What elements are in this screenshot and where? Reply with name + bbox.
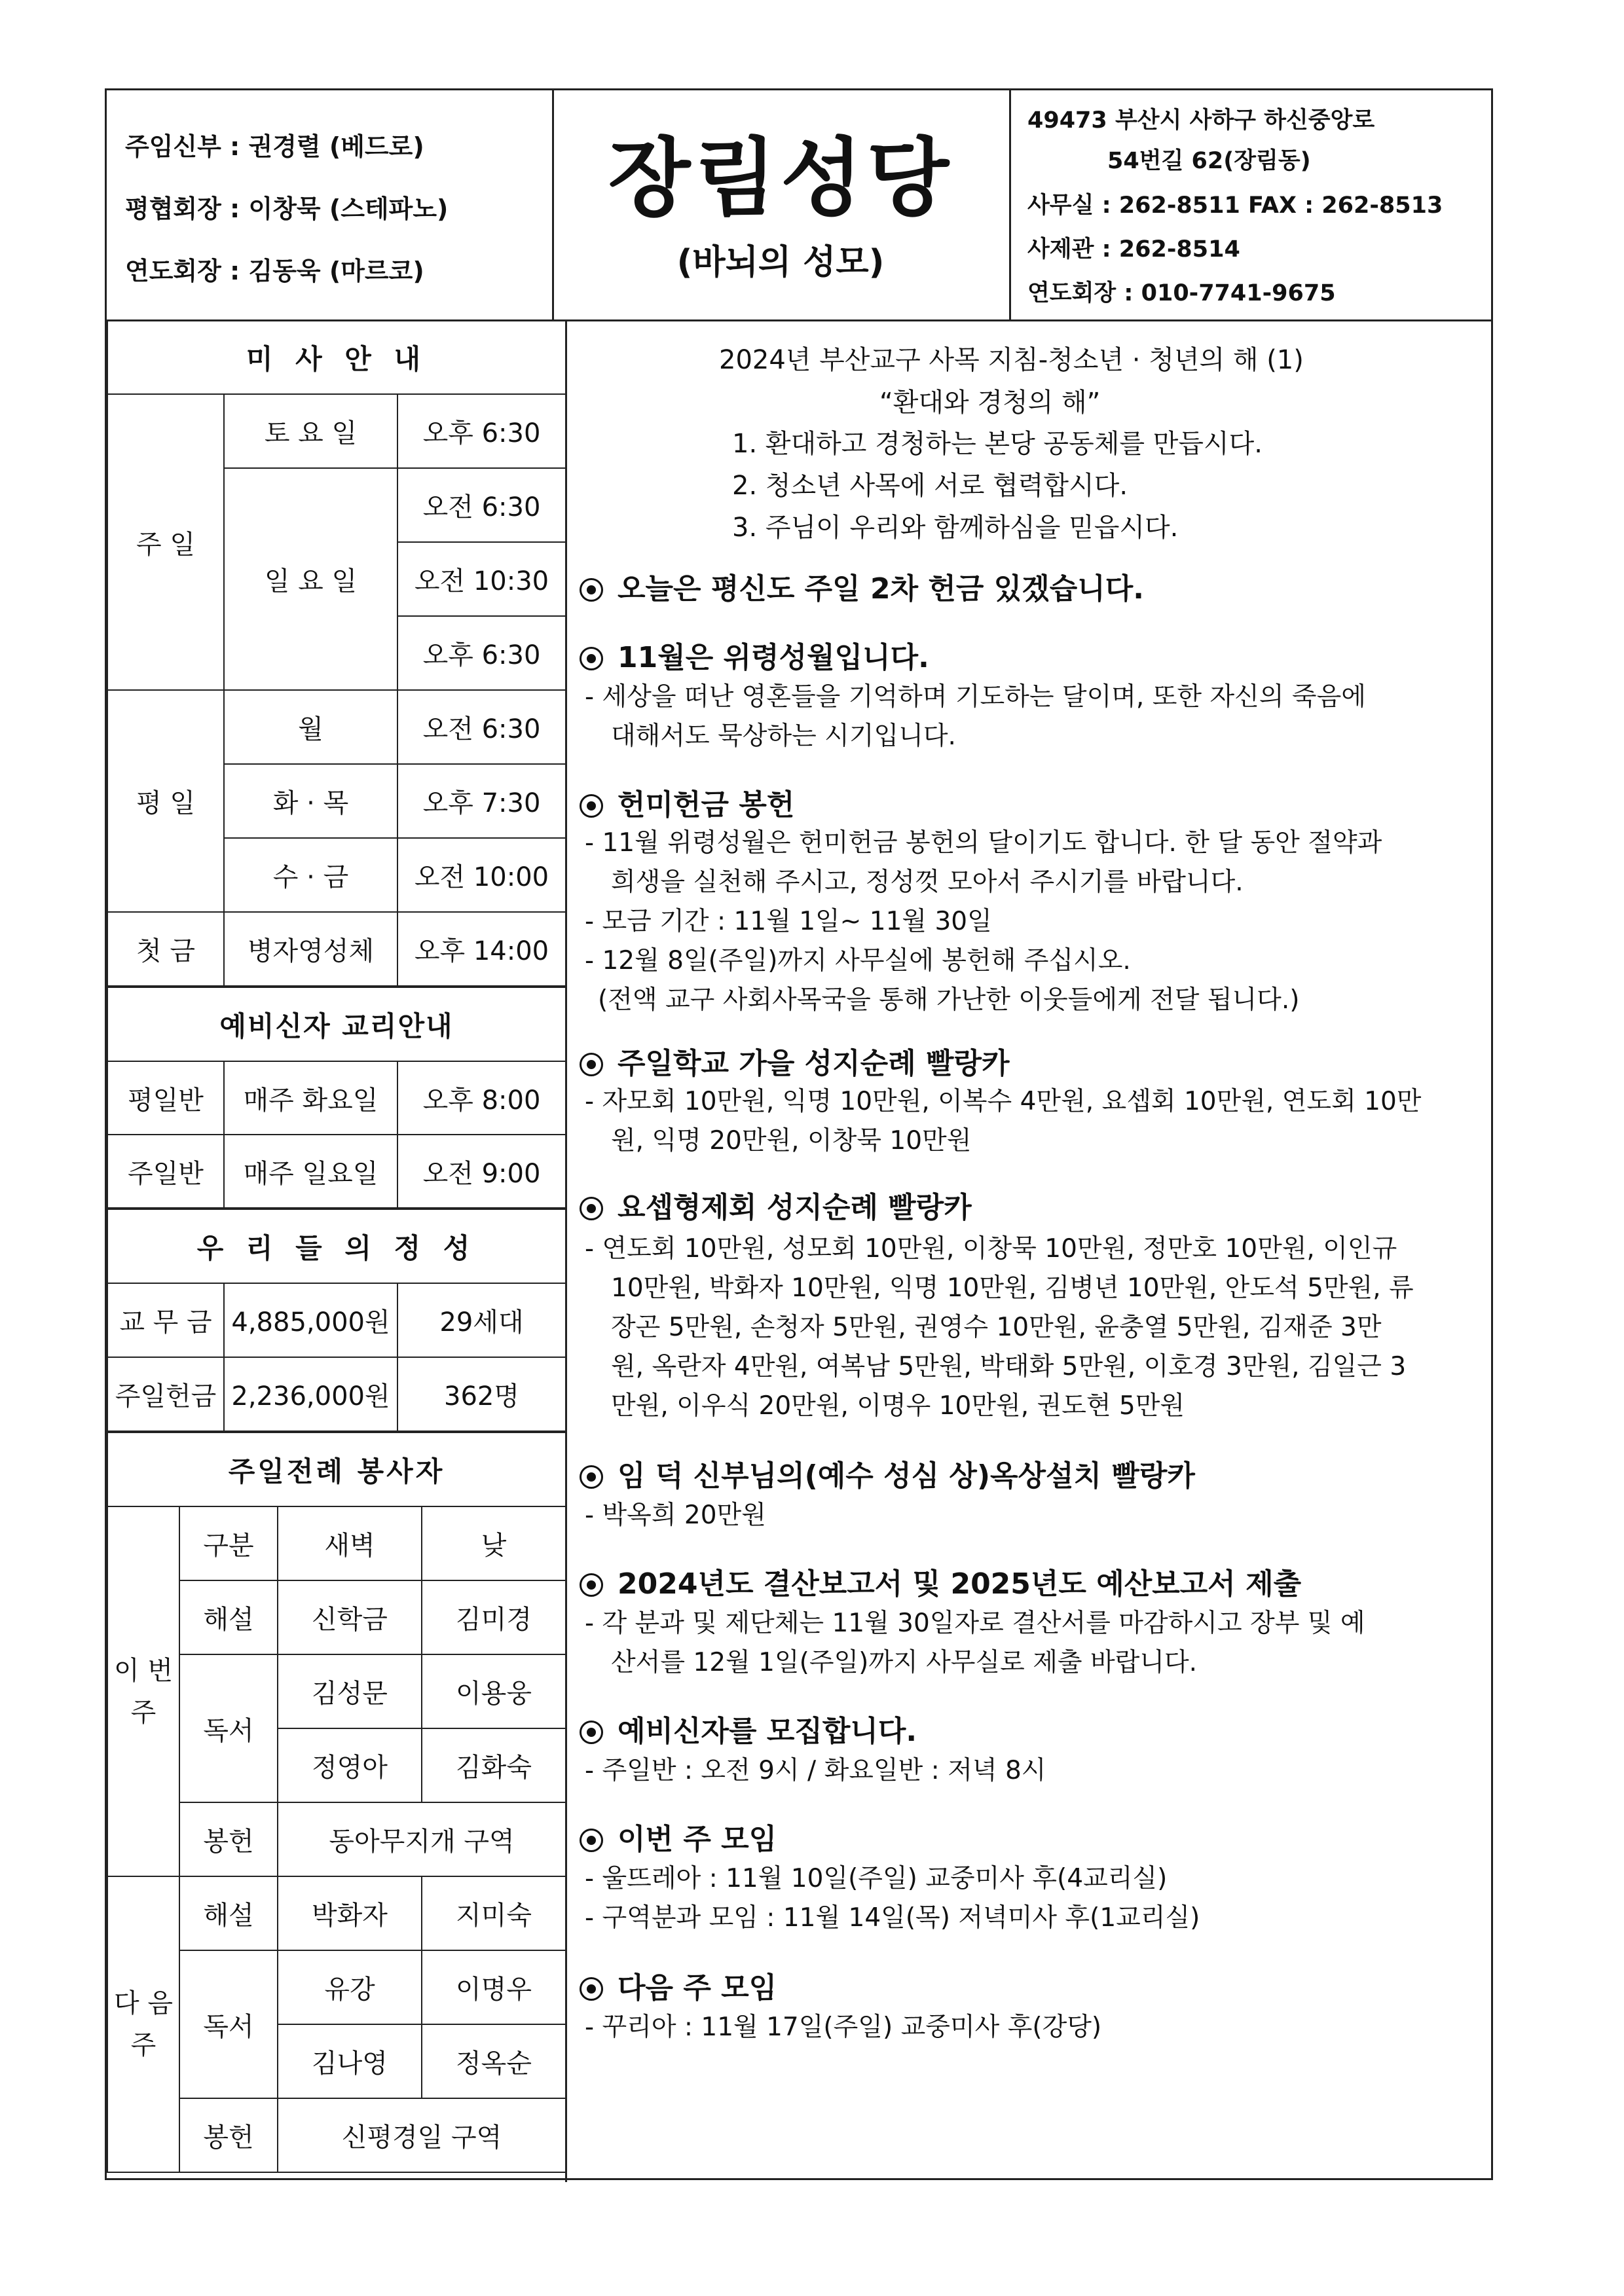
catechumen-heading: 예비신자 교리안내 bbox=[107, 987, 566, 1061]
sick-communion-label: 병자영성체 bbox=[224, 912, 397, 986]
notice-line: - 세상을 떠난 영혼들을 기억하며 기도하는 달이며, 또한 자신의 죽음에 bbox=[585, 682, 1366, 712]
left-column bbox=[107, 319, 567, 2182]
pastor: 주임신부 : 권경렬 (베드로) bbox=[125, 132, 424, 161]
offering-label: 교 무 금 bbox=[107, 1283, 224, 1357]
notice-line: (전액 교구 사회사목국을 통해 가난한 이웃들에게 전달 됩니다.) bbox=[598, 985, 1300, 1015]
guideline-item: 1. 환대하고 경청하는 본당 공동체를 만듭시다. bbox=[732, 429, 1263, 459]
this-week-label: 이 번 주 bbox=[107, 1506, 179, 1876]
next-week-label: 다 음 주 bbox=[107, 1876, 179, 2172]
servers-col-header: 구분 bbox=[179, 1506, 278, 1580]
offertory-district: 동아무지개 구역 bbox=[278, 1802, 566, 1876]
server-name: 지미숙 bbox=[422, 1876, 566, 1950]
sunday-time: 오후 6:30 bbox=[397, 616, 566, 690]
yeondo-president: 연도회장 : 김동욱 (마르코) bbox=[125, 257, 424, 285]
bullet-icon bbox=[580, 1197, 603, 1220]
server-name: 이용웅 bbox=[422, 1654, 566, 1728]
notice-line: - 연도회 10만원, 성모회 10만원, 이창묵 10만원, 정만호 10만원, 이인규 bbox=[585, 1234, 1397, 1264]
notice-line: 장곤 5만원, 손청자 5만원, 권영수 10만원, 윤충열 5만원, 김재준 3만 bbox=[611, 1313, 1382, 1342]
offering-label: 주일헌금 bbox=[107, 1357, 224, 1431]
catechumen-class-day: 매주 일요일 bbox=[224, 1135, 397, 1208]
notices-column bbox=[565, 319, 1495, 2182]
notice-heading: 2024년도 결산보고서 및 2025년도 예산보고서 제출 bbox=[580, 1560, 1301, 1602]
sunday-time: 오전 6:30 bbox=[397, 468, 566, 542]
notice-line: 대해서도 묵상하는 시기입니다. bbox=[611, 721, 956, 751]
yeondo-phone: 연도회장 : 010-7741-9675 bbox=[1027, 280, 1336, 306]
offering-count: 362명 bbox=[397, 1357, 566, 1431]
notice-line: 희생을 실천해 주시고, 정성껏 모아서 주시기를 바랍니다. bbox=[611, 867, 1244, 897]
notice-line: - 울뜨레아 : 11월 10일(주일) 교중미사 후(4교리실) bbox=[585, 1864, 1168, 1893]
bulletin-page bbox=[105, 88, 1493, 2180]
bullet-icon bbox=[580, 1977, 603, 2001]
bullet-icon bbox=[580, 578, 603, 602]
catechumen-table bbox=[107, 987, 566, 1209]
staff-box bbox=[107, 90, 554, 319]
bullet-icon bbox=[580, 1573, 603, 1597]
address-line-1: 49473 부산시 사하구 하신중앙로 bbox=[1027, 107, 1375, 134]
servers-col-header: 새벽 bbox=[278, 1506, 422, 1580]
wed-fri-label: 수 · 금 bbox=[224, 838, 397, 912]
bullet-icon bbox=[580, 647, 603, 670]
commentary-label: 해설 bbox=[179, 1876, 278, 1950]
offering-table bbox=[107, 1209, 566, 1432]
sunday-day-label: 일 요 일 bbox=[224, 468, 397, 690]
title-box bbox=[552, 90, 1011, 319]
pastoral-guideline-title: 2024년 부산교구 사목 지침-청소년 · 청년의 해 (1) bbox=[719, 345, 1304, 375]
sunday-time: 오전 10:30 bbox=[397, 542, 566, 616]
catechumen-class-time: 오후 8:00 bbox=[397, 1061, 566, 1135]
catechumen-class-time: 오전 9:00 bbox=[397, 1135, 566, 1208]
notice-line: 산서를 12월 1일(주일)까지 사무실로 제출 바랍니다. bbox=[611, 1648, 1198, 1677]
saturday-time: 오후 6:30 bbox=[397, 394, 566, 468]
offering-amount: 2,236,000원 bbox=[224, 1357, 397, 1431]
offertory-label: 봉헌 bbox=[179, 2098, 278, 2172]
notice-line: - 꾸리아 : 11월 17일(주일) 교중미사 후(강당) bbox=[585, 2013, 1102, 2042]
bullet-icon bbox=[580, 1721, 603, 1744]
sick-communion-time: 오후 14:00 bbox=[397, 912, 566, 986]
guideline-item: 3. 주님이 우리와 함께하심을 믿읍시다. bbox=[732, 513, 1179, 543]
saturday-label: 토 요 일 bbox=[224, 394, 397, 468]
notice-heading: 요셉형제회 성지순례 빨랑카 bbox=[580, 1184, 972, 1226]
server-name: 이명우 bbox=[422, 1950, 566, 2024]
mass-heading: 미 사 안 내 bbox=[107, 320, 566, 394]
bullet-icon bbox=[580, 1053, 603, 1076]
wed-fri-time: 오전 10:00 bbox=[397, 838, 566, 912]
notice-heading: 주일학교 가을 성지순례 빨랑카 bbox=[580, 1040, 1010, 1082]
offering-heading: 우 리 들 의 정 성 bbox=[107, 1209, 566, 1283]
header bbox=[107, 90, 1491, 321]
servers-col-header: 낮 bbox=[422, 1506, 566, 1580]
server-name: 김나영 bbox=[278, 2024, 422, 2098]
notice-heading: 이번 주 모임 bbox=[580, 1815, 777, 1857]
weekday-label: 평 일 bbox=[107, 690, 224, 912]
server-name: 신학금 bbox=[278, 1580, 422, 1654]
first-friday-label: 첫 금 bbox=[107, 912, 224, 986]
notice-heading: 오늘은 평신도 주일 2차 헌금 있겠습니다. bbox=[580, 565, 1144, 607]
offertory-district: 신평경일 구역 bbox=[278, 2098, 566, 2172]
server-name: 김성문 bbox=[278, 1654, 422, 1728]
notice-line: - 각 분과 및 제단체는 11월 30일자로 결산서를 마감하시고 장부 및 예 bbox=[585, 1609, 1365, 1638]
notice-line: - 12월 8일(주일)까지 사무실에 봉헌해 주십시오. bbox=[585, 946, 1131, 975]
mass-schedule-table bbox=[107, 319, 566, 987]
rectory-phone: 사제관 : 262-8514 bbox=[1027, 236, 1240, 263]
notice-line: 원, 옥란자 4만원, 여복남 5만원, 박태화 5만원, 이호경 3만원, 김일근 3 bbox=[611, 1352, 1407, 1381]
notice-heading: 예비신자를 모집합니다. bbox=[580, 1707, 917, 1749]
pastoral-guideline-theme: “환대와 경청의 해” bbox=[879, 388, 1101, 418]
tue-thu-time: 오후 7:30 bbox=[397, 764, 566, 838]
tue-thu-label: 화 · 목 bbox=[224, 764, 397, 838]
bullet-icon bbox=[580, 1829, 603, 1852]
offering-count: 29세대 bbox=[397, 1283, 566, 1357]
server-name: 김화숙 bbox=[422, 1728, 566, 1802]
notice-heading: 임 덕 신부님의(예수 성심 상)옥상설치 빨랑카 bbox=[580, 1452, 1195, 1494]
notice-line: - 구역분과 모임 : 11월 14일(목) 저녁미사 후(1교리실) bbox=[585, 1903, 1200, 1933]
office-phone: 사무실 : 262-8511 FAX : 262-8513 bbox=[1027, 192, 1443, 219]
servers-heading: 주일전례 봉사자 bbox=[107, 1432, 566, 1506]
church-title: 장림성당 bbox=[608, 128, 953, 228]
notice-line: 만원, 이우식 20만원, 이명우 10만원, 권도현 5만원 bbox=[611, 1391, 1185, 1421]
liturgy-servers-table bbox=[107, 1432, 566, 2173]
church-subtitle: (바뇌의 성모) bbox=[676, 243, 885, 282]
offering-amount: 4,885,000원 bbox=[224, 1283, 397, 1357]
notice-line: - 주일반 : 오전 9시 / 화요일반 : 저녁 8시 bbox=[585, 1756, 1046, 1785]
bullet-icon bbox=[580, 794, 603, 818]
server-name: 정영아 bbox=[278, 1728, 422, 1802]
notice-line: - 모금 기간 : 11월 1일~ 11월 30일 bbox=[585, 907, 992, 936]
notice-line: 원, 익명 20만원, 이창묵 10만원 bbox=[611, 1126, 972, 1156]
bullet-icon bbox=[580, 1465, 603, 1489]
contact-box bbox=[1009, 90, 1495, 319]
address-line-2: 54번길 62(장림동) bbox=[1107, 148, 1311, 174]
server-name: 박화자 bbox=[278, 1876, 422, 1950]
guideline-item: 2. 청소년 사목에 서로 협력합시다. bbox=[732, 471, 1128, 501]
catechumen-class-day: 매주 화요일 bbox=[224, 1061, 397, 1135]
sunday-label: 주 일 bbox=[107, 394, 224, 690]
notice-line: - 11월 위령성월은 헌미헌금 봉헌의 달이기도 합니다. 한 달 동안 절약과 bbox=[585, 828, 1382, 858]
monday-label: 월 bbox=[224, 690, 397, 764]
notice-heading: 11월은 위령성월입니다. bbox=[580, 634, 929, 676]
notice-heading: 헌미헌금 봉헌 bbox=[580, 781, 794, 823]
catechumen-class-label: 주일반 bbox=[107, 1135, 224, 1208]
notice-line: - 자모회 10만원, 익명 10만원, 이복수 4만원, 요셉회 10만원, 연도회 10만 bbox=[585, 1087, 1422, 1116]
monday-time: 오전 6:30 bbox=[397, 690, 566, 764]
commentary-label: 해설 bbox=[179, 1580, 278, 1654]
catechumen-class-label: 평일반 bbox=[107, 1061, 224, 1135]
reading-label: 독서 bbox=[179, 1950, 278, 2098]
notice-heading: 다음 주 모임 bbox=[580, 1964, 777, 2006]
notice-line: - 박옥희 20만원 bbox=[585, 1501, 766, 1530]
server-name: 정옥순 bbox=[422, 2024, 566, 2098]
offertory-label: 봉헌 bbox=[179, 1802, 278, 1876]
council-president: 평협회장 : 이창묵 (스테파노) bbox=[125, 194, 449, 223]
notice-line: 10만원, 박화자 10만원, 익명 10만원, 김병년 10만원, 안도석 5만원, 류 bbox=[611, 1273, 1414, 1303]
server-name: 김미경 bbox=[422, 1580, 566, 1654]
server-name: 유강 bbox=[278, 1950, 422, 2024]
reading-label: 독서 bbox=[179, 1654, 278, 1802]
